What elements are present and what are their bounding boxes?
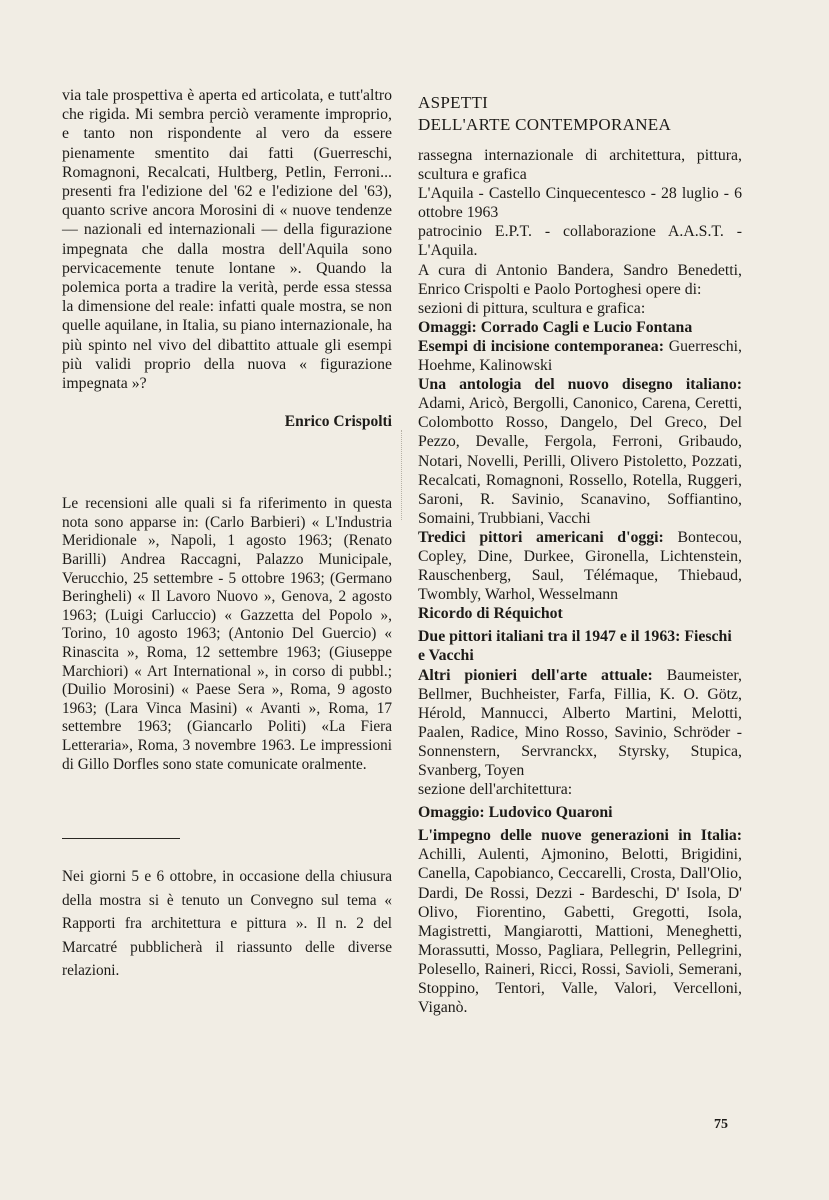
exhibition-curators: A cura di Antonio Bandera, Sandro Benedetti, Enrico Crispolti e Paolo Portoghesi opere di:: [418, 261, 742, 298]
antologia-names: Adami, Aricò, Bergolli, Canonico, Carena, Ceretti, Colombotto Rosso, Dangelo, Del Greco, Del Pezzo, Devalle, Fergola, Ferroni, Gribaudo, Notari, Novelli, Perilli, Olivero Pistoletto, Pozzati, Recalcati, Romagnoni, Rossello, Rotella, Ruggeri, Saroni, R. Savinio, Scanavino, Soffiantino, Somaini, Trubbiani, Vacchi: [418, 395, 742, 527]
ricordo-text: Ricordo di Réquichot: [418, 605, 563, 623]
margin-dots: [401, 430, 404, 520]
essay-closing-paragraph: via tale prospettiva è aperta ed articolata, e tutt'altro che rigida. Mi sembra perciò veramente improprio, e tanto non rispondente al vero da essere pienamente smentito dai fatti (Guerreschi, Romagnoni, Recalcati, Hultberg, Petlin, Ferroni... presenti fra l'edizione del '62 e l'edizione del '63), quanto scrive ancora Morosini di « nuove tendenze — nazionali ed internazionali — della figurazione impegnata che dalla mostra dell'Aquila sono pervicacemente tenute lontane ». Quando la polemica porta a tradire la verità, perde essa stessa la dimensione del reale: infatti quale mostra, se non quelle aquilane, in Italia, su piano internazionale, ha più spinto nel vivo del dibattito attuale gli esempi più validi proprio della nuova « figurazione impegnata »?: [62, 87, 392, 393]
architecture-section-heading: sezione dell'architettura:: [418, 781, 573, 799]
antologia-line: [418, 375, 742, 528]
tredici-line: [418, 528, 742, 604]
exhibition-type: rassegna internazionale di architettura, pittura, scultura e grafica: [418, 147, 742, 184]
left-column: [62, 86, 392, 983]
author-signature: Enrico Crispolti: [284, 413, 392, 431]
right-column: [418, 92, 742, 1017]
esempi-heading: Esempi di incisione contemporanea:: [418, 337, 664, 355]
page-number: 75: [714, 1117, 728, 1132]
due-pittori-text: Due pittori italiani tra il 1947 e il 1963: Fieschi e Vacchi: [418, 628, 732, 665]
esempi-line: [418, 337, 742, 375]
convegno-note: Nei giorni 5 e 6 ottobre, in occasione della chiusura della mostra si è tenuto un Convegno sul tema « Rapporti fra architettura e pittura ». Il n. 2 del Marcatré pubblicherà il riassunto delle diverse relazioni.: [62, 868, 392, 980]
divider: [62, 838, 180, 839]
pionieri-line: [418, 666, 742, 781]
impegno-line: [418, 826, 742, 1017]
due-pittori-line: [418, 627, 742, 665]
omaggio-arch-text: Omaggio: Ludovico Quaroni: [418, 804, 613, 822]
omaggi-line: [418, 318, 742, 337]
title-line-2: DELL'ARTE CONTEMPORANEA: [418, 115, 672, 134]
omaggio-arch-line: [418, 803, 742, 822]
title-line-1: ASPETTI: [418, 93, 489, 112]
ricordo-line: [418, 604, 742, 623]
omaggi-text: Omaggi: Corrado Cagli e Lucio Fontana: [418, 318, 693, 336]
painting-sections-heading: sezioni di pittura, scultura e grafica:: [418, 299, 646, 317]
tredici-names: Bontecou, Copley, Dine, Durkee, Gironella, Lichtenstein, Rauschenberg, Saul, Télémaque, Thiebaud, Twombly, Warhol, Wesselmann: [418, 528, 742, 604]
impegno-names: Achilli, Aulenti, Ajmonino, Belotti, Brigidini, Canella, Capobianco, Ceccarelli, Crosta, Dall'Olio, Dardi, De Rossi, Dezzi - Bardeschi, D' Isola, D' Olivo, Fiorentino, Gabetti, Gregotti, Isola, Magistretti, Mangiarotti, Mattioni, Meneghetti, Morassutti, Mosso, Pagliara, Pellegrin, Pellegrini, Polesello, Raineri, Ricci, Rossi, Savioli, Semerani, Stoppino, Tentori, Valle, Valori, Vercelloni, Viganò.: [418, 846, 742, 1017]
section-title: [418, 92, 742, 136]
impegno-heading: L'impegno delle nuove generazioni in Italia:: [418, 827, 742, 845]
esempi-names: Guerreschi, Hoehme, Kalinowski: [418, 337, 742, 375]
antologia-heading: Una antologia del nuovo disegno italiano:: [418, 376, 742, 394]
exhibition-patronage: patrocinio E.P.T. - collaborazione A.A.S.T. - L'Aquila.: [418, 223, 742, 260]
pionieri-names: Baumeister, Bellmer, Buchheister, Farfa, Fillia, K. O. Götz, Hérold, Mannucci, Alberto Martini, Melotti, Paalen, Radice, Mino Rosso, Savinio, Schröder - Sonnenstern, Servranckx, Styrsky, Stupica, Svanberg, Toyen: [418, 666, 743, 779]
reviews-note: Le recensioni alle quali si fa riferimento in questa nota sono apparse in: (Carlo Barbieri) « L'Industria Meridionale », Napoli, 1 agosto 1963; (Renato Barilli) Andrea Raccagni, Palazzo Municipale, Verucchio, 25 settembre - 5 ottobre 1963; (Germano Beringheli) « Il Lavoro Nuovo », Genova, 2 agosto 1963; (Luigi Carluccio) « Gazzetta del Popolo », Torino, 10 agosto 1963; (Antonio Del Guercio) « Rinascita », Roma, 12 settembre 1963; (Giuseppe Marchiori) « Art International », in corso di pubbl.; (Duilio Morosini) « Paese Sera », Roma, 9 agosto 1963; (Lara Vinca Masini) « Avanti », Roma, 17 settembre 1963; (Giancarlo Politi) «La Fiera Letteraria», Roma, 3 novembre 1963. Le impressioni di Gillo Dorfles sono state comunicate oralmente.: [62, 495, 392, 773]
pionieri-heading: Altri pionieri dell'arte attuale:: [418, 666, 653, 684]
exhibition-venue: L'Aquila - Castello Cinquecentesco - 28 luglio - 6 ottobre 1963: [418, 185, 742, 222]
tredici-heading: Tredici pittori americani d'oggi:: [418, 528, 664, 546]
